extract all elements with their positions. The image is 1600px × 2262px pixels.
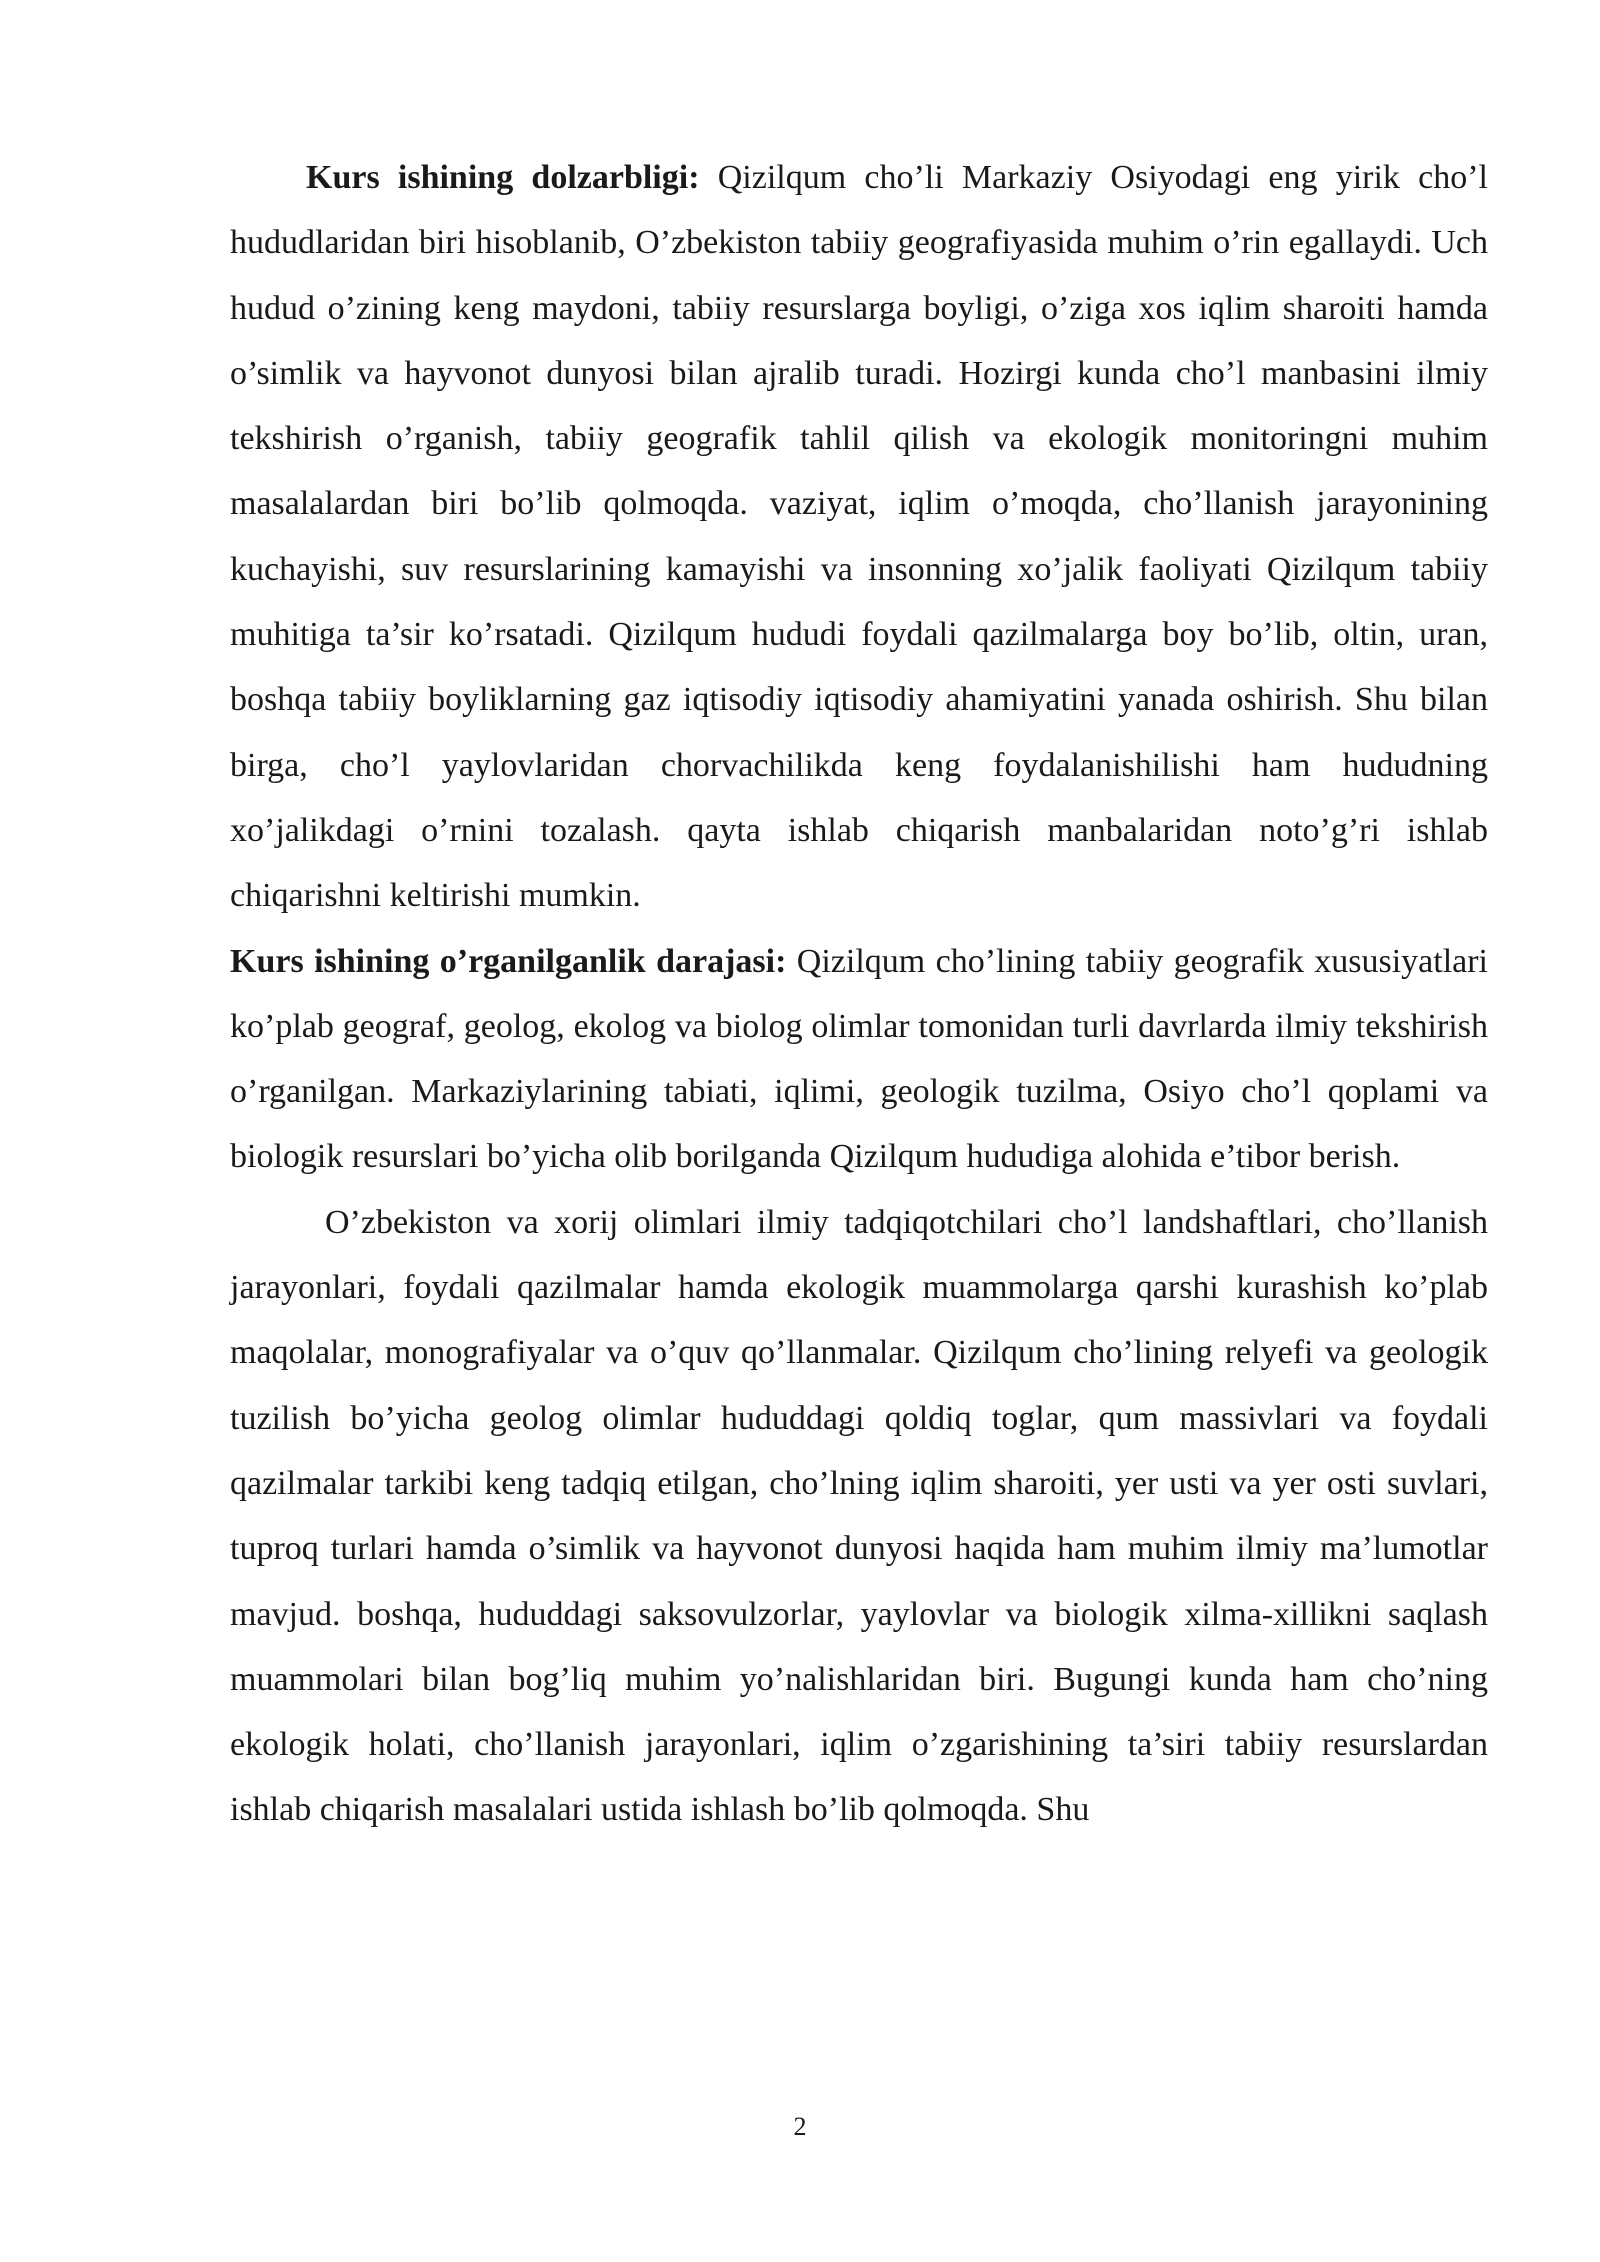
body-text bbox=[230, 145, 1488, 1843]
heading-study-level: Kurs ishining o’rganilganlik darajasi: bbox=[230, 942, 787, 980]
paragraph-study-level-text: Qizilqum cho’lining tabiiy geografik xususiyatlari ko’plab geograf, geolog, ekolog va biolog olimlar tomonidan turli davrlarda ilmiy tekshirish o’rganilgan. Markaziylarining tabiati, iqlimi, geologik tuzilma, Osiyo cho’l qoplami va biologik resurslari bo’yicha olib borilganda Qizilqum hududiga alohida e’tibor berish. bbox=[230, 942, 1488, 1176]
paragraph-relevance-text: Qizilqum cho’li Markaziy Osiyodagi eng yirik cho’l hududlaridan biri hisoblanib, O’zbekiston tabiiy geografiyasida muhim o’rin egallaydi. Uch hudud o’zining keng maydoni, tabiiy resurslarga boyligi, o’ziga xos iqlim sharoiti hamda o’simlik va hayvonot dunyosi bilan ajralib turadi. Hozirgi kunda cho’l manbasini ilmiy tekshirish o’rganish, tabiiy geografik tahlil qilish va ekologik monitoringni muhim masalalardan biri bo’lib qolmoqda. vaziyat, iqlim o’moqda, cho’llanish jarayonining kuchayishi, suv resurslarining kamayishi va insonning xo’jalik faoliyati Qizilqum tabiiy muhitiga ta’sir ko’rsatadi. Qizilqum hududi foydali qazilmalarga boy bo’lib, oltin, uran, boshqa tabiiy boyliklarning gaz iqtisodiy iqtisodiy ahamiyatini yanada oshirish. Shu bilan birga, cho’l yaylovlaridan chorvachilikda keng foydalanishilishi ham hududning xo’jalikdagi o’rnini tozalash. qayta ishlab chiqarish manbalaridan noto’g’ri ishlab chiqarishni keltirishi mumkin. bbox=[230, 159, 1488, 915]
page-number: 2 bbox=[793, 2112, 807, 2141]
paragraph-study-level bbox=[230, 929, 1488, 1190]
paragraph-scholars: O’zbekiston va xorij olimlari ilmiy tadqiqotchilari cho’l landshaftlari, cho’llanish jarayonlari, foydali qazilmalar hamda ekologik muammolarga qarshi kurashish ko’plab maqolalar, monografiyalar va o’quv qo’llanmalar. Qizilqum cho’lining relyefi va geologik tuzilish bo’yicha geolog olimlar hududdagi qoldiq toglar, qum massivlari va foydali qazilmalar tarkibi keng tadqiq etilgan, cho’lning iqlim sharoiti, yer usti va yer osti suvlari, tuproq turlari hamda o’simlik va hayvonot dunyosi haqida ham muhim ilmiy ma’lumotlar mavjud. boshqa, hududdagi saksovulzorlar, yaylovlar va biologik xilma-xillikni saqlash muammolari bilan bog’liq muhim yo’nalishlaridan biri. Bugungi kunda ham cho’ning ekologik holati, cho’llanish jarayonlari, iqlim o’zgarishining ta’siri tabiiy resurslardan ishlab chiqarish masalalari ustida ishlash bo’lib qolmoqda. Shu bbox=[230, 1203, 1488, 1829]
heading-relevance: Kurs ishining dolzarbligi: bbox=[306, 159, 700, 196]
paragraph-relevance bbox=[230, 145, 1488, 929]
